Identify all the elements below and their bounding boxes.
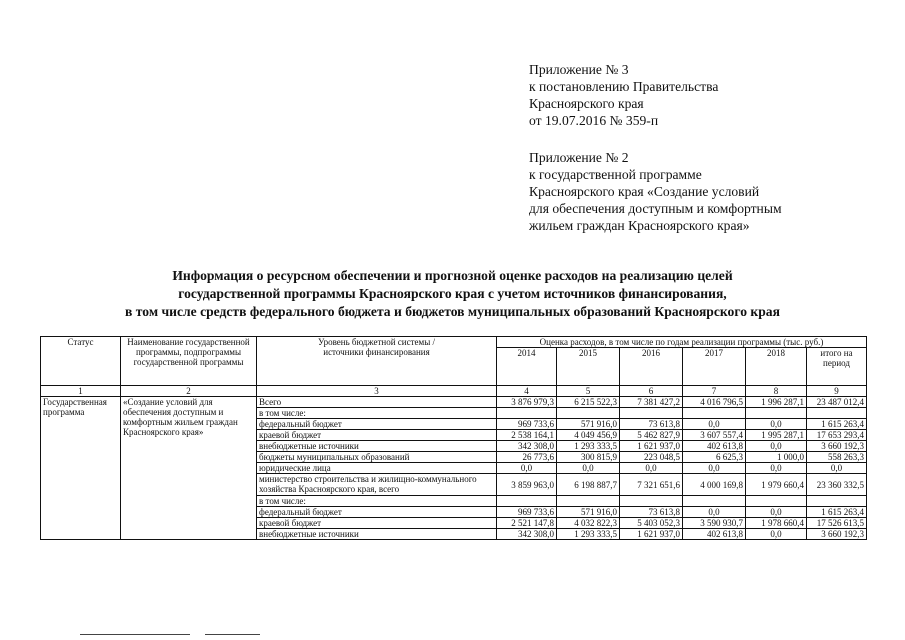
total-value-cell: 1 615 263,4 (807, 507, 867, 518)
year-value-cell (746, 408, 807, 419)
year-value-cell: 969 733,6 (497, 507, 557, 518)
funding-level-cell: в том числе: (257, 408, 497, 419)
footer-rule (80, 634, 190, 635)
year-value-cell: 300 815,9 (557, 452, 620, 463)
heading-line: Информация о ресурсном обеспечении и прогнозной оценке расходов на реализацию целей (172, 268, 733, 283)
year-value-cell: 0,0 (746, 529, 807, 540)
year-value-cell (620, 496, 683, 507)
funding-level-cell: в том числе: (257, 496, 497, 507)
year-value-cell: 402 613,8 (683, 529, 746, 540)
year-value-cell: 4 049 456,9 (557, 430, 620, 441)
year-value-cell (620, 408, 683, 419)
year-value-cell: 4 016 796,5 (683, 397, 746, 408)
index-cell: 7 (683, 386, 746, 397)
year-value-cell (683, 496, 746, 507)
total-value-cell: 23 360 332,5 (807, 474, 867, 496)
total-value-cell (807, 496, 867, 507)
year-value-cell: 2 538 164,1 (497, 430, 557, 441)
year-value-cell: 1 621 937,0 (620, 441, 683, 452)
heading-line: в том числе средств федерального бюджета и бюджетов муниципальных образований Красноярского края (125, 304, 780, 319)
year-value-cell: 7 321 651,6 (620, 474, 683, 496)
year-value-cell: 342 308,0 (497, 441, 557, 452)
header-estimate: Оценка расходов, в том числе по годам реализации программы (тыс. руб.) (497, 337, 867, 348)
year-value-cell (683, 408, 746, 419)
index-cell: 4 (497, 386, 557, 397)
index-cell: 5 (557, 386, 620, 397)
appendix-2-block (529, 149, 782, 234)
year-value-cell: 0,0 (746, 463, 807, 474)
index-cell: 3 (257, 386, 497, 397)
year-value-cell: 571 916,0 (557, 507, 620, 518)
funding-level-cell: краевой бюджет (257, 518, 497, 529)
total-value-cell: 558 263,3 (807, 452, 867, 463)
appendix-3-line: к постановлению Правительства (529, 79, 719, 94)
appendix-2-line: Красноярского края «Создание условий (529, 184, 760, 199)
year-value-cell: 73 613,8 (620, 507, 683, 518)
year-value-cell: 1 000,0 (746, 452, 807, 463)
year-value-cell: 1 978 660,4 (746, 518, 807, 529)
year-value-cell (746, 496, 807, 507)
total-value-cell: 23 487 012,4 (807, 397, 867, 408)
total-value-cell: 17 653 293,4 (807, 430, 867, 441)
year-value-cell: 5 462 827,9 (620, 430, 683, 441)
year-value-cell: 0,0 (683, 507, 746, 518)
header-level: Уровень бюджетной системы / источники финансирования (257, 337, 497, 386)
appendix-2-line: Приложение № 2 (529, 150, 629, 165)
year-value-cell: 6 198 887,7 (557, 474, 620, 496)
header-year: 2016 (620, 348, 683, 386)
year-value-cell: 571 916,0 (557, 419, 620, 430)
appendix-3-line: от 19.07.2016 № 359-п (529, 113, 659, 128)
index-cell: 6 (620, 386, 683, 397)
year-value-cell: 0,0 (620, 463, 683, 474)
table-row (41, 397, 867, 408)
year-value-cell: 1 293 333,5 (557, 529, 620, 540)
funding-level-cell: внебюджетные источники (257, 441, 497, 452)
year-value-cell (557, 496, 620, 507)
year-value-cell: 1 996 287,1 (746, 397, 807, 408)
funding-level-cell: юридические лица (257, 463, 497, 474)
year-value-cell: 3 859 963,0 (497, 474, 557, 496)
header-total: итого на период (807, 348, 867, 386)
year-value-cell (497, 408, 557, 419)
year-value-cell: 1 995 287,1 (746, 430, 807, 441)
total-value-cell: 1 615 263,4 (807, 419, 867, 430)
year-value-cell: 0,0 (746, 507, 807, 518)
year-value-cell: 0,0 (497, 463, 557, 474)
header-year: 2014 (497, 348, 557, 386)
funding-level-cell: краевой бюджет (257, 430, 497, 441)
year-value-cell (497, 496, 557, 507)
appendix-2-line: жильем граждан Красноярского края» (529, 218, 750, 233)
year-value-cell: 5 403 052,3 (620, 518, 683, 529)
total-value-cell (807, 408, 867, 419)
year-value-cell: 1 979 660,4 (746, 474, 807, 496)
total-value-cell: 0,0 (807, 463, 867, 474)
year-value-cell: 4 032 822,3 (557, 518, 620, 529)
total-value-cell: 17 526 613,5 (807, 518, 867, 529)
footer-rule (205, 634, 260, 635)
year-value-cell: 3 607 557,4 (683, 430, 746, 441)
year-value-cell: 402 613,8 (683, 441, 746, 452)
header-status: Статус (41, 337, 121, 386)
year-value-cell: 0,0 (746, 441, 807, 452)
year-value-cell: 1 621 937,0 (620, 529, 683, 540)
year-value-cell: 0,0 (746, 419, 807, 430)
index-cell: 2 (121, 386, 257, 397)
year-value-cell: 969 733,6 (497, 419, 557, 430)
appendix-3-block (529, 61, 718, 129)
year-value-cell: 7 381 427,2 (620, 397, 683, 408)
index-cell: 8 (746, 386, 807, 397)
appendix-2-line: для обеспечения доступным и комфортным (529, 201, 782, 216)
document-heading (40, 267, 865, 321)
header-year: 2018 (746, 348, 807, 386)
funding-level-cell: министерство строительства и жилищно-коммунального хозяйства Красноярского края, всего (257, 474, 497, 496)
year-value-cell: 73 613,8 (620, 419, 683, 430)
year-value-cell: 3 590 930,7 (683, 518, 746, 529)
year-value-cell: 2 521 147,8 (497, 518, 557, 529)
year-value-cell: 223 048,5 (620, 452, 683, 463)
year-value-cell: 26 773,6 (497, 452, 557, 463)
year-value-cell: 3 876 979,3 (497, 397, 557, 408)
budget-table (40, 336, 867, 540)
year-value-cell: 6 215 522,3 (557, 397, 620, 408)
header-year: 2015 (557, 348, 620, 386)
funding-level-cell: федеральный бюджет (257, 507, 497, 518)
status-cell: Государственная программа (41, 397, 121, 540)
year-value-cell: 342 308,0 (497, 529, 557, 540)
total-value-cell: 3 660 192,3 (807, 441, 867, 452)
appendix-2-line: к государственной программе (529, 167, 702, 182)
total-value-cell: 3 660 192,3 (807, 529, 867, 540)
year-value-cell: 0,0 (683, 419, 746, 430)
year-value-cell (557, 408, 620, 419)
year-value-cell: 1 293 333,5 (557, 441, 620, 452)
heading-line: государственной программы Красноярского края с учетом источников финансирования, (178, 286, 727, 301)
funding-level-cell: Всего (257, 397, 497, 408)
header-name: Наименование государственной программы, подпрограммы государственной программы (121, 337, 257, 386)
appendix-3-line: Приложение № 3 (529, 62, 629, 77)
year-value-cell: 6 625,3 (683, 452, 746, 463)
program-name-cell: «Создание условий для обеспечения доступным и комфортным жильем граждан Красноярского края» (121, 397, 257, 540)
index-cell: 1 (41, 386, 121, 397)
header-year: 2017 (683, 348, 746, 386)
year-value-cell: 0,0 (683, 463, 746, 474)
appendix-3-line: Красноярского края (529, 96, 644, 111)
funding-level-cell: внебюджетные источники (257, 529, 497, 540)
year-value-cell: 4 000 169,8 (683, 474, 746, 496)
index-cell: 9 (807, 386, 867, 397)
funding-level-cell: бюджеты муниципальных образований (257, 452, 497, 463)
funding-level-cell: федеральный бюджет (257, 419, 497, 430)
year-value-cell: 0,0 (557, 463, 620, 474)
